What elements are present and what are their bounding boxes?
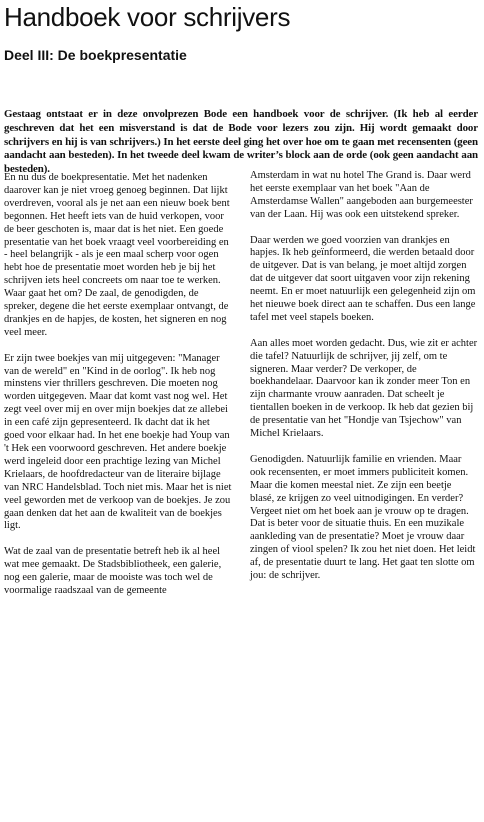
body-paragraph: Amsterdam in wat nu hotel The Grand is. Daar werd het eerste exemplaar van het boek "Aan de Amsterdamse Wallen" aangeboden aan burgemeester van der Laan. Hij was ook een uitstekend spreker. — [250, 170, 473, 220]
article-title: Handboek voor schrijvers — [4, 2, 291, 32]
right-column — [250, 170, 478, 596]
body-paragraph: Aan alles moet worden gedacht. Dus, wie zit er achter die tafel? Natuurlijk de schrijver, jij zelf, om te signeren. Maar verder? De verkoper, de boekhandelaar. Daarvoor kan ik zonder meer Ton en zijn charmante vrouw aanraden. Dat scheelt je tientallen boeken in de verkoop. Ik heb dat gezien bij de presentatie van het "Hondje van Tsjechow" van Michel Krielaars. — [250, 337, 478, 440]
article-subtitle: Deel III: De boekpresentatie — [4, 47, 187, 63]
body-paragraph: Wat de zaal van de presentatie betreft heb ik al heel wat mee gemaakt. De Stadsbibliotheek, een galerie, nog een galerie, maar de mooiste was toch wel de voormalige raadszaal van de gemeente — [4, 546, 222, 596]
body-paragraph: Daar werden we goed voorzien van drankjes en hapjes. Ik heb geïnformeerd, die werden betaald door de uitgever. Dat is van belang, je moet altijd zorgen dat de uitgever dat soort uitgaven voor zijn rekening neemt. En er moet natuurlijk een gelegenheid zijn om het nieuwe boek direct aan te schaffen. Dus een lange tafel met veel stapels boeken. — [250, 234, 476, 323]
body-paragraph: Er zijn twee boekjes van mij uitgegeven: "Manager van de wereld" en "Kind in de oorlog". Ik heb nog minstens vier thrillers geschreven. Die moeten nog worden uitgegeven. Maar dat komt vast nog wel. Het zegt veel over mij en over mijn boekjes dat ze allebei in een café zijn gepresenteerd. Ik dacht dat ik het goed voor elkaar had. In het ene boekje had Youp van 't Hek een voorwoord geschreven. Het andere boekje werd ingeleid door een prachtige lezing van Michel Krielaars, de hoofdredacteur van de literaire bijlage van NRC Handelsblad. Toch niet mis. Maar het is niet veel geworden met de verkoop van de boekjes. Je zou gaan denken dat het aan de kwaliteit van de boekjes ligt. — [4, 352, 232, 532]
body-paragraph: En nu dus de boekpresentatie. Met het nadenken daarover kan je niet vroeg genoeg beginnen. Dat lijkt overdreven, vooral als je net aan een nieuw boek bent begonnen. Het heeft iets van de huid verkopen, voor de beer geschoten is, maar dat is het niet. Een goede presentatie van het boek vraagt veel voorbereiding en - heel belangrijk - als je een maal scherp voor ogen hebt hoe de presentatie moet worden heb je bij het schrijven iets heel concreets om naar toe te werken. Waar gaat het om? De zaal, de genodigden, de spreker, degene die het eerste exemplaar ontvangt, de drankjes en de hapjes, de kosten, het signeren en nog veel meer. — [4, 172, 230, 338]
body-paragraph: Genodigden. Natuurlijk familie en vrienden. Maar ook recensenten, er moet immers publiciteit komen. Maar die komen meestal niet. Ze zijn een beetje blasé, ze krijgen zo veel uitnodigingen. En verder? Vergeet niet om het boek aan je vrouw op te dragen. Dat is beter voor de situatie thuis. En een muzikale aankleding van de presentatie? Moet je vrouw daar zingen of viool spelen? Ik zou het niet doen. Het leidt af, de presentatie duurt te lang. Het gaat ten slotte om jou: de schrijver. — [250, 453, 476, 582]
intro-paragraph: Gestaag ontstaat er in deze onvolprezen Bode een handboek voor de schrijver. (Ik heb al eerder geschreven dat het een misverstand is dat de Bode voor lezers zou zijn. Hij wordt gemaakt door schrijvers en hij is van schrijvers.) In het eerste deel ging het over hoe om te gaan met recensenten (geen aandacht aan besteden). In het tweede deel kwam de writer’s block aan de orde (ook geen aandacht aan besteden). — [4, 108, 478, 176]
left-column — [4, 172, 232, 611]
